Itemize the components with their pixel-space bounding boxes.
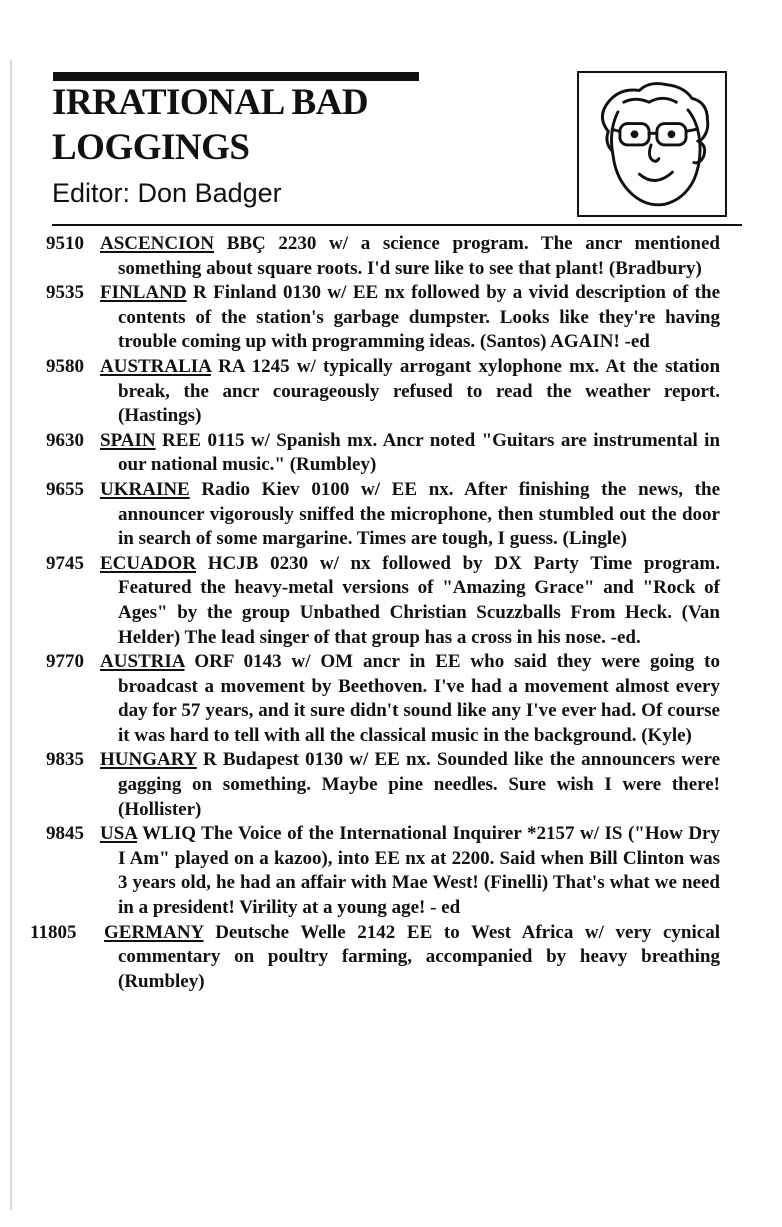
logging-text: R Finland 0130 w/ EE nx followed by a vivid description of the contents of the station's garbage dumpster. Looks like they're having trouble coming up with programming ideas. (Santos) AGAIN! -ed [118, 282, 721, 353]
country-name: AUSTRALIA [100, 355, 211, 377]
logging-text: RA 1245 w/ typically arrogant xylophone mx. At the station break, the ancr courageously refused to read the weather report. (Hastings) [118, 355, 721, 427]
logging-entry-body [30, 281, 720, 355]
frequency-label: 9510 [46, 233, 84, 254]
logging-entry-body [30, 921, 720, 995]
country-name: ASCENCION [100, 233, 215, 254]
frequency-label: 9770 [46, 651, 84, 673]
logging-entry-body [30, 552, 720, 650]
country-name: USA [100, 823, 137, 845]
cartoon-face-with-glasses-icon [577, 71, 727, 217]
logging-entry [30, 748, 720, 822]
logging-text: R Budapest 0130 w/ EE nx. Sounded like the announcers were gagging on something. Maybe pine needles. Sure wish I were there! (Hollister) [118, 749, 721, 820]
country-name: FINLAND [100, 282, 187, 304]
logging-entry-body [30, 232, 720, 281]
logging-entry-body [30, 429, 720, 478]
logging-entry-body [30, 822, 720, 920]
logging-text: HCJB 0230 w/ nx followed by DX Party Time program. Featured the heavy-metal versions of "Amazing Grace" and "Rock of Ages" by the group Unbathed Christian Scuzzballs From Heck. (Van Helder) The lead singer of that group has a cross in his nose. -ed. [118, 552, 720, 648]
logging-entry [30, 650, 720, 748]
logging-entry [30, 232, 720, 281]
loggings-list [30, 232, 720, 994]
frequency-label: 11805 [30, 921, 77, 943]
frequency-label: 9835 [46, 749, 84, 771]
frequency-label: 9630 [46, 429, 84, 451]
logging-text: REE 0115 w/ Spanish mx. Ancr noted "Guitars are instrumental in our national music." (Rumbley) [118, 429, 721, 476]
frequency-label: 9745 [46, 552, 84, 574]
country-name: GERMANY [104, 921, 204, 943]
logging-entry [30, 429, 720, 478]
logging-entry-body [30, 355, 720, 429]
country-name: AUSTRIA [100, 651, 185, 673]
country-name: SPAIN [100, 429, 156, 451]
logging-entry [30, 822, 720, 920]
logging-entry [30, 921, 720, 995]
frequency-label: 9845 [46, 823, 84, 845]
country-name: ECUADOR [100, 552, 197, 574]
logging-text: BBÇ 2230 w/ a science program. The ancr mentioned something about square roots. I'd sure like to see that plant! (Bradbury) [118, 233, 720, 279]
page-title [52, 80, 472, 170]
editor-byline: Editor: Don Badger [52, 178, 282, 208]
logging-entry [30, 355, 720, 429]
logging-entry [30, 552, 720, 650]
logging-text: ORF 0143 w/ OM ancr in EE who said they were going to broadcast a movement by Beethoven. I've had a movement almost every day for 57 years, and it sure didn't sound like any I've ever had. Of course it was hard to tell with all the classical music in the background. (Kyle) [118, 651, 721, 746]
logging-entry [30, 478, 720, 552]
logging-entry [30, 281, 720, 355]
logging-entry-body [30, 478, 720, 552]
frequency-label: 9535 [46, 282, 84, 304]
frequency-label: 9580 [46, 355, 84, 377]
logging-text: Radio Kiev 0100 w/ EE nx. After finishing the news, the announcer vigorously sniffed the microphone, then stumbled out the door in search of some margarine. Times are tough, I guess. (Lingle) [118, 478, 721, 550]
page-edge-line [10, 60, 12, 1210]
logging-entry-body [30, 748, 720, 822]
logging-text: WLIQ The Voice of the International Inquirer *2157 w/ IS ("How Dry I Am" played on a kazoo), into EE nx at 2200. Said when Bill Clinton was 3 years old, he had an affair with Mae West! (Finelli) That's what we need in a president! Virility at a young age! - ed [118, 823, 720, 919]
logging-entry-body [30, 650, 720, 748]
title-line-2: LOGGINGS [52, 127, 250, 168]
country-name: UKRAINE [100, 478, 190, 500]
country-name: HUNGARY [100, 749, 197, 771]
header-rule [52, 224, 742, 226]
logging-text: Deutsche Welle 2142 EE to West Africa w/ very cynical commentary on poultry farming, accompanied by heavy breathing (Rumbley) [118, 921, 720, 992]
frequency-label: 9655 [46, 478, 84, 500]
title-line-1: IRRATIONAL BAD [52, 82, 369, 123]
